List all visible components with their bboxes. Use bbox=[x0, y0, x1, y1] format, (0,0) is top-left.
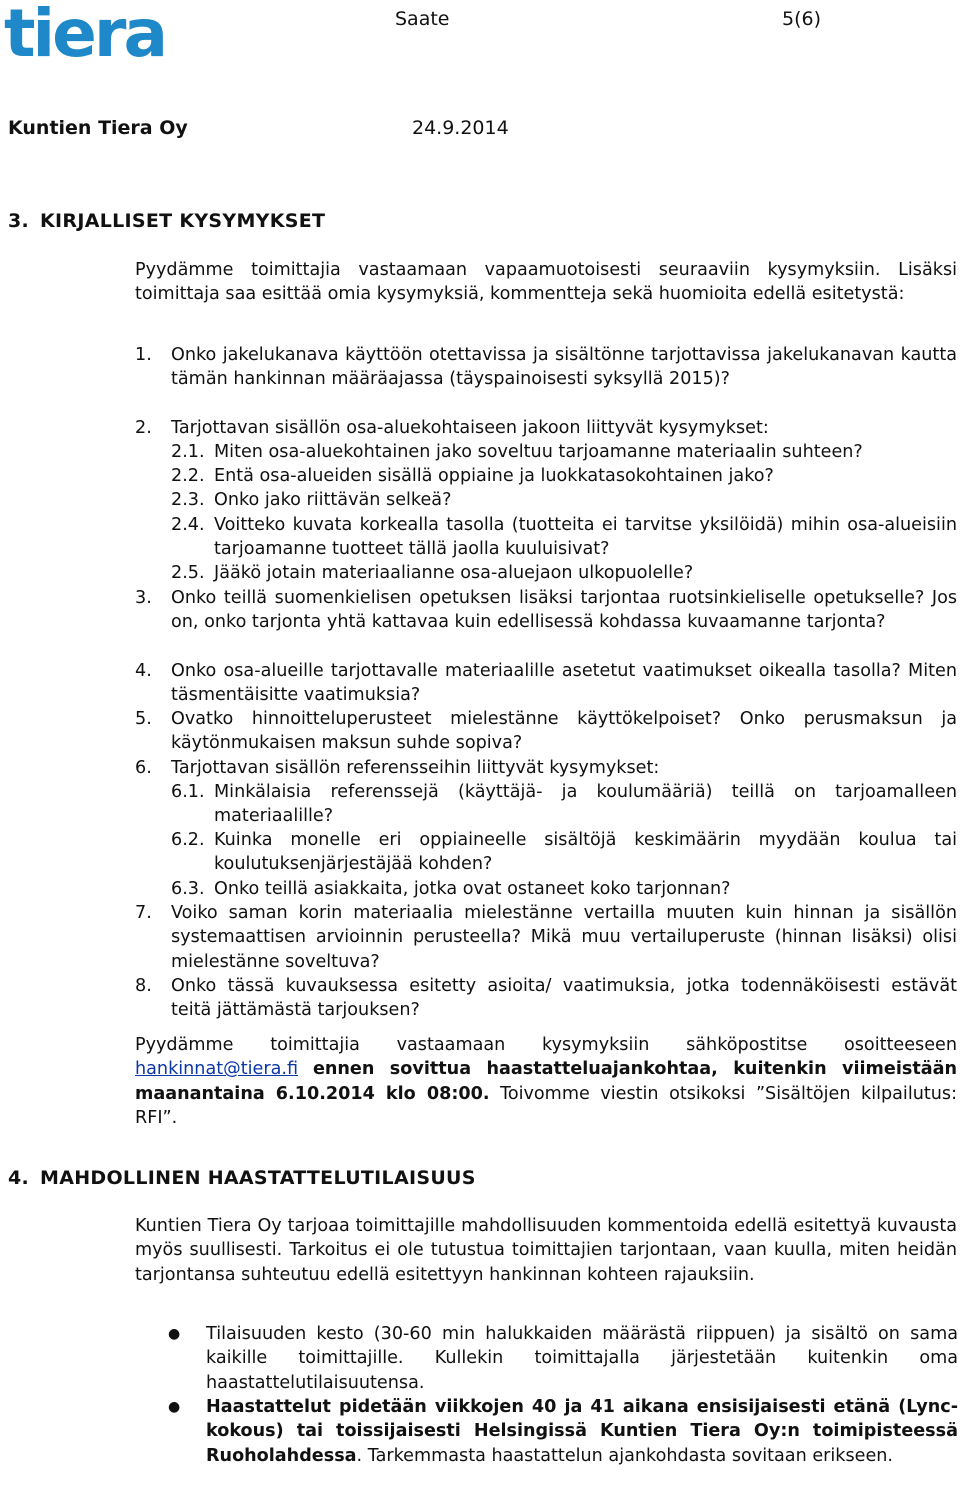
question-item bbox=[135, 707, 957, 756]
subquestion-item bbox=[171, 561, 957, 585]
subquestion-number: 2.3. bbox=[171, 490, 205, 510]
subquestion-text: Minkälaisia referenssejä (käyttäjä- ja koulumääriä) teillä on tarjoamalleen materiaalille? bbox=[214, 782, 957, 827]
subquestion-number: 2.2. bbox=[171, 466, 205, 486]
question-text: Onko jakelukanava käyttöön otettavissa ja sisältönne tarjottavissa jakelukanavan kautta tämän hankinnan määräajassa (täyspainoisesti syksyllä 2015)? bbox=[171, 345, 957, 390]
question-item bbox=[135, 974, 957, 1023]
question-number: 6. bbox=[135, 758, 152, 778]
section-3-intro: Pyydämme toimittajia vastaamaan vapaamuotoisesti seuraaviin kysymyksiin. Lisäksi toimittaja saa esittää omia kysymyksiä, kommentteja sekä huomioita edellä esitetystä: bbox=[135, 260, 957, 305]
question-number: 4. bbox=[135, 661, 152, 681]
subquestion-number: 2.5. bbox=[171, 563, 205, 583]
subquestion-item bbox=[171, 513, 957, 562]
subquestion-text: Jääkö jotain materiaalianne osa-aluejaon ulkopuolelle? bbox=[214, 563, 694, 583]
page-number: 5(6) bbox=[782, 8, 822, 30]
question-number: 8. bbox=[135, 976, 152, 996]
subquestion-text: Entä osa-alueiden sisällä oppiaine ja luokkatasokohtainen jako? bbox=[214, 466, 774, 486]
subquestion-number: 2.4. bbox=[171, 515, 205, 535]
reply-intro: Pyydämme toimittajia vastaamaan kysymyksiin sähköpostitse osoitteeseen bbox=[135, 1035, 957, 1055]
question-item bbox=[135, 416, 957, 440]
subquestion-item bbox=[171, 440, 957, 464]
subquestion-text: Kuinka monelle eri oppiaineelle sisältöjä keskimäärin myydään koulua tai koulutuksenjärjestäjää kohden? bbox=[214, 830, 957, 875]
question-number: 3. bbox=[135, 588, 152, 608]
section-title: KIRJALLISET KYSYMYKSET bbox=[40, 210, 326, 232]
question-text: Onko tässä kuvauksessa esitetty asioita/ vaatimuksia, jotka todennäköisesti estävät teitä jättämästä tarjouksen? bbox=[171, 976, 957, 1021]
bullet-item bbox=[168, 1322, 958, 1395]
question-text: Onko teillä suomenkielisen opetuksen lisäksi tarjontaa ruotsinkieliselle opetukselle? Jos on, onko tarjonta yhtä kattavaa kuin edellisessä kohdassa kuvaamanne tarjonta? bbox=[171, 588, 957, 633]
email-link[interactable]: hankinnat@tiera.fi bbox=[135, 1059, 299, 1080]
subquestion-text: Miten osa-aluekohtainen jako soveltuu tarjoamanne materiaalin suhteen? bbox=[214, 442, 863, 462]
section-3-heading bbox=[8, 210, 325, 232]
bullet-bold-text: Haastattelut pidetään viikkojen 40 ja 41 aikana ensisijaisesti etänä (Lync-kokous) tai toissijaisesti Helsingissä Kuntien Tiera Oy:n toimipisteessä Ruoholahdessa bbox=[206, 1397, 958, 1466]
bullet-item bbox=[168, 1395, 958, 1468]
bullet-icon: ● bbox=[168, 1399, 181, 1415]
subquestion-text: Onko jako riittävän selkeä? bbox=[214, 490, 452, 510]
document-type: Saate bbox=[395, 8, 450, 30]
subquestion-text: Voitteko kuvata korkealla tasolla (tuotteita ei tarvitse yksilöidä) mihin osa-alueisiin tarjoamanne tuotteet tällä jaolla kuuluisivat? bbox=[214, 515, 957, 560]
question-number: 2. bbox=[135, 418, 152, 438]
bullet-icon: ● bbox=[168, 1326, 181, 1342]
document-date: 24.9.2014 bbox=[412, 117, 509, 139]
question-item bbox=[135, 586, 957, 635]
bullet-rest-text: . Tarkemmasta haastattelun ajankohdasta sovitaan erikseen. bbox=[356, 1445, 894, 1466]
organization-name: Kuntien Tiera Oy bbox=[8, 117, 188, 139]
question-text: Ovatko hinnoitteluperusteet mielestänne käyttökelpoiset? Onko perusmaksun ja käytönmukaisen maksun suhde sopiva? bbox=[171, 709, 957, 754]
question-number: 5. bbox=[135, 709, 152, 729]
section-number: 3. bbox=[8, 210, 30, 232]
subquestion-item bbox=[171, 464, 957, 488]
section-title: MAHDOLLINEN HAASTATTELUTILAISUUS bbox=[40, 1167, 476, 1189]
question-text: Tarjottavan sisällön referensseihin liittyvät kysymykset: bbox=[171, 758, 660, 778]
section-4-intro: Kuntien Tiera Oy tarjoaa toimittajille mahdollisuuden kommentoida edellä esitettyä kuvausta myös suullisesti. Tarkoitus ei ole tutustua toimittajien tarjontaan, vaan kuulla, miten heidän tarjontansa suhteutuu edellä esitettyyn hankinnan kohteen rajauksiin. bbox=[135, 1216, 957, 1285]
section-4-heading bbox=[8, 1167, 476, 1189]
subquestion-item bbox=[171, 488, 957, 512]
reply-deadline: ennen sovittua haastatteluajankohtaa, kuitenkin viimeistään maanantaina 6.10.2014 klo 08:00. bbox=[135, 1059, 958, 1104]
question-item bbox=[135, 659, 957, 708]
reply-subject: Toivomme viestin otsikoksi ”Sisältöjen kilpailutus: RFI”. bbox=[135, 1083, 958, 1129]
reply-instructions bbox=[135, 1033, 957, 1131]
question-number: 1. bbox=[135, 345, 152, 365]
question-item bbox=[135, 756, 957, 780]
tiera-logo: tiera bbox=[4, 0, 166, 72]
bullet-text: Tilaisuuden kesto (30-60 min halukkaiden määrästä riippuen) ja sisältö on sama kaikille toimittajille. Kullekin toimittajalla järjestetään kuitenkin oma haastattelutilaisuutensa. bbox=[206, 1324, 958, 1393]
subquestion-item bbox=[171, 828, 957, 877]
subquestion-number: 2.1. bbox=[171, 442, 205, 462]
question-number: 7. bbox=[135, 903, 152, 923]
subquestion-text: Onko teillä asiakkaita, jotka ovat ostaneet koko tarjonnan? bbox=[214, 879, 731, 899]
question-text: Onko osa-alueille tarjottavalle materiaalille asetetut vaatimukset oikealla tasolla? Miten täsmentäisitte vaatimuksia? bbox=[171, 661, 957, 706]
question-item bbox=[135, 343, 957, 392]
section-number: 4. bbox=[8, 1167, 30, 1189]
question-item bbox=[135, 901, 957, 974]
subquestion-number: 6.2. bbox=[171, 830, 205, 850]
question-text: Voiko saman korin materiaalia mielestänne vertailla muuten kuin hinnan ja sisällön systemaattisen arvioinnin perusteella? Mikä muu vertailuperuste (hinnan lisäksi) olisi mielestänne soveltuva? bbox=[171, 903, 957, 972]
subquestion-item bbox=[171, 877, 957, 901]
subquestion-number: 6.1. bbox=[171, 782, 205, 802]
subquestion-number: 6.3. bbox=[171, 879, 205, 899]
bullet-text bbox=[206, 1395, 958, 1468]
subquestion-item bbox=[171, 780, 957, 829]
question-text: Tarjottavan sisällön osa-aluekohtaiseen jakoon liittyvät kysymykset: bbox=[171, 418, 769, 438]
